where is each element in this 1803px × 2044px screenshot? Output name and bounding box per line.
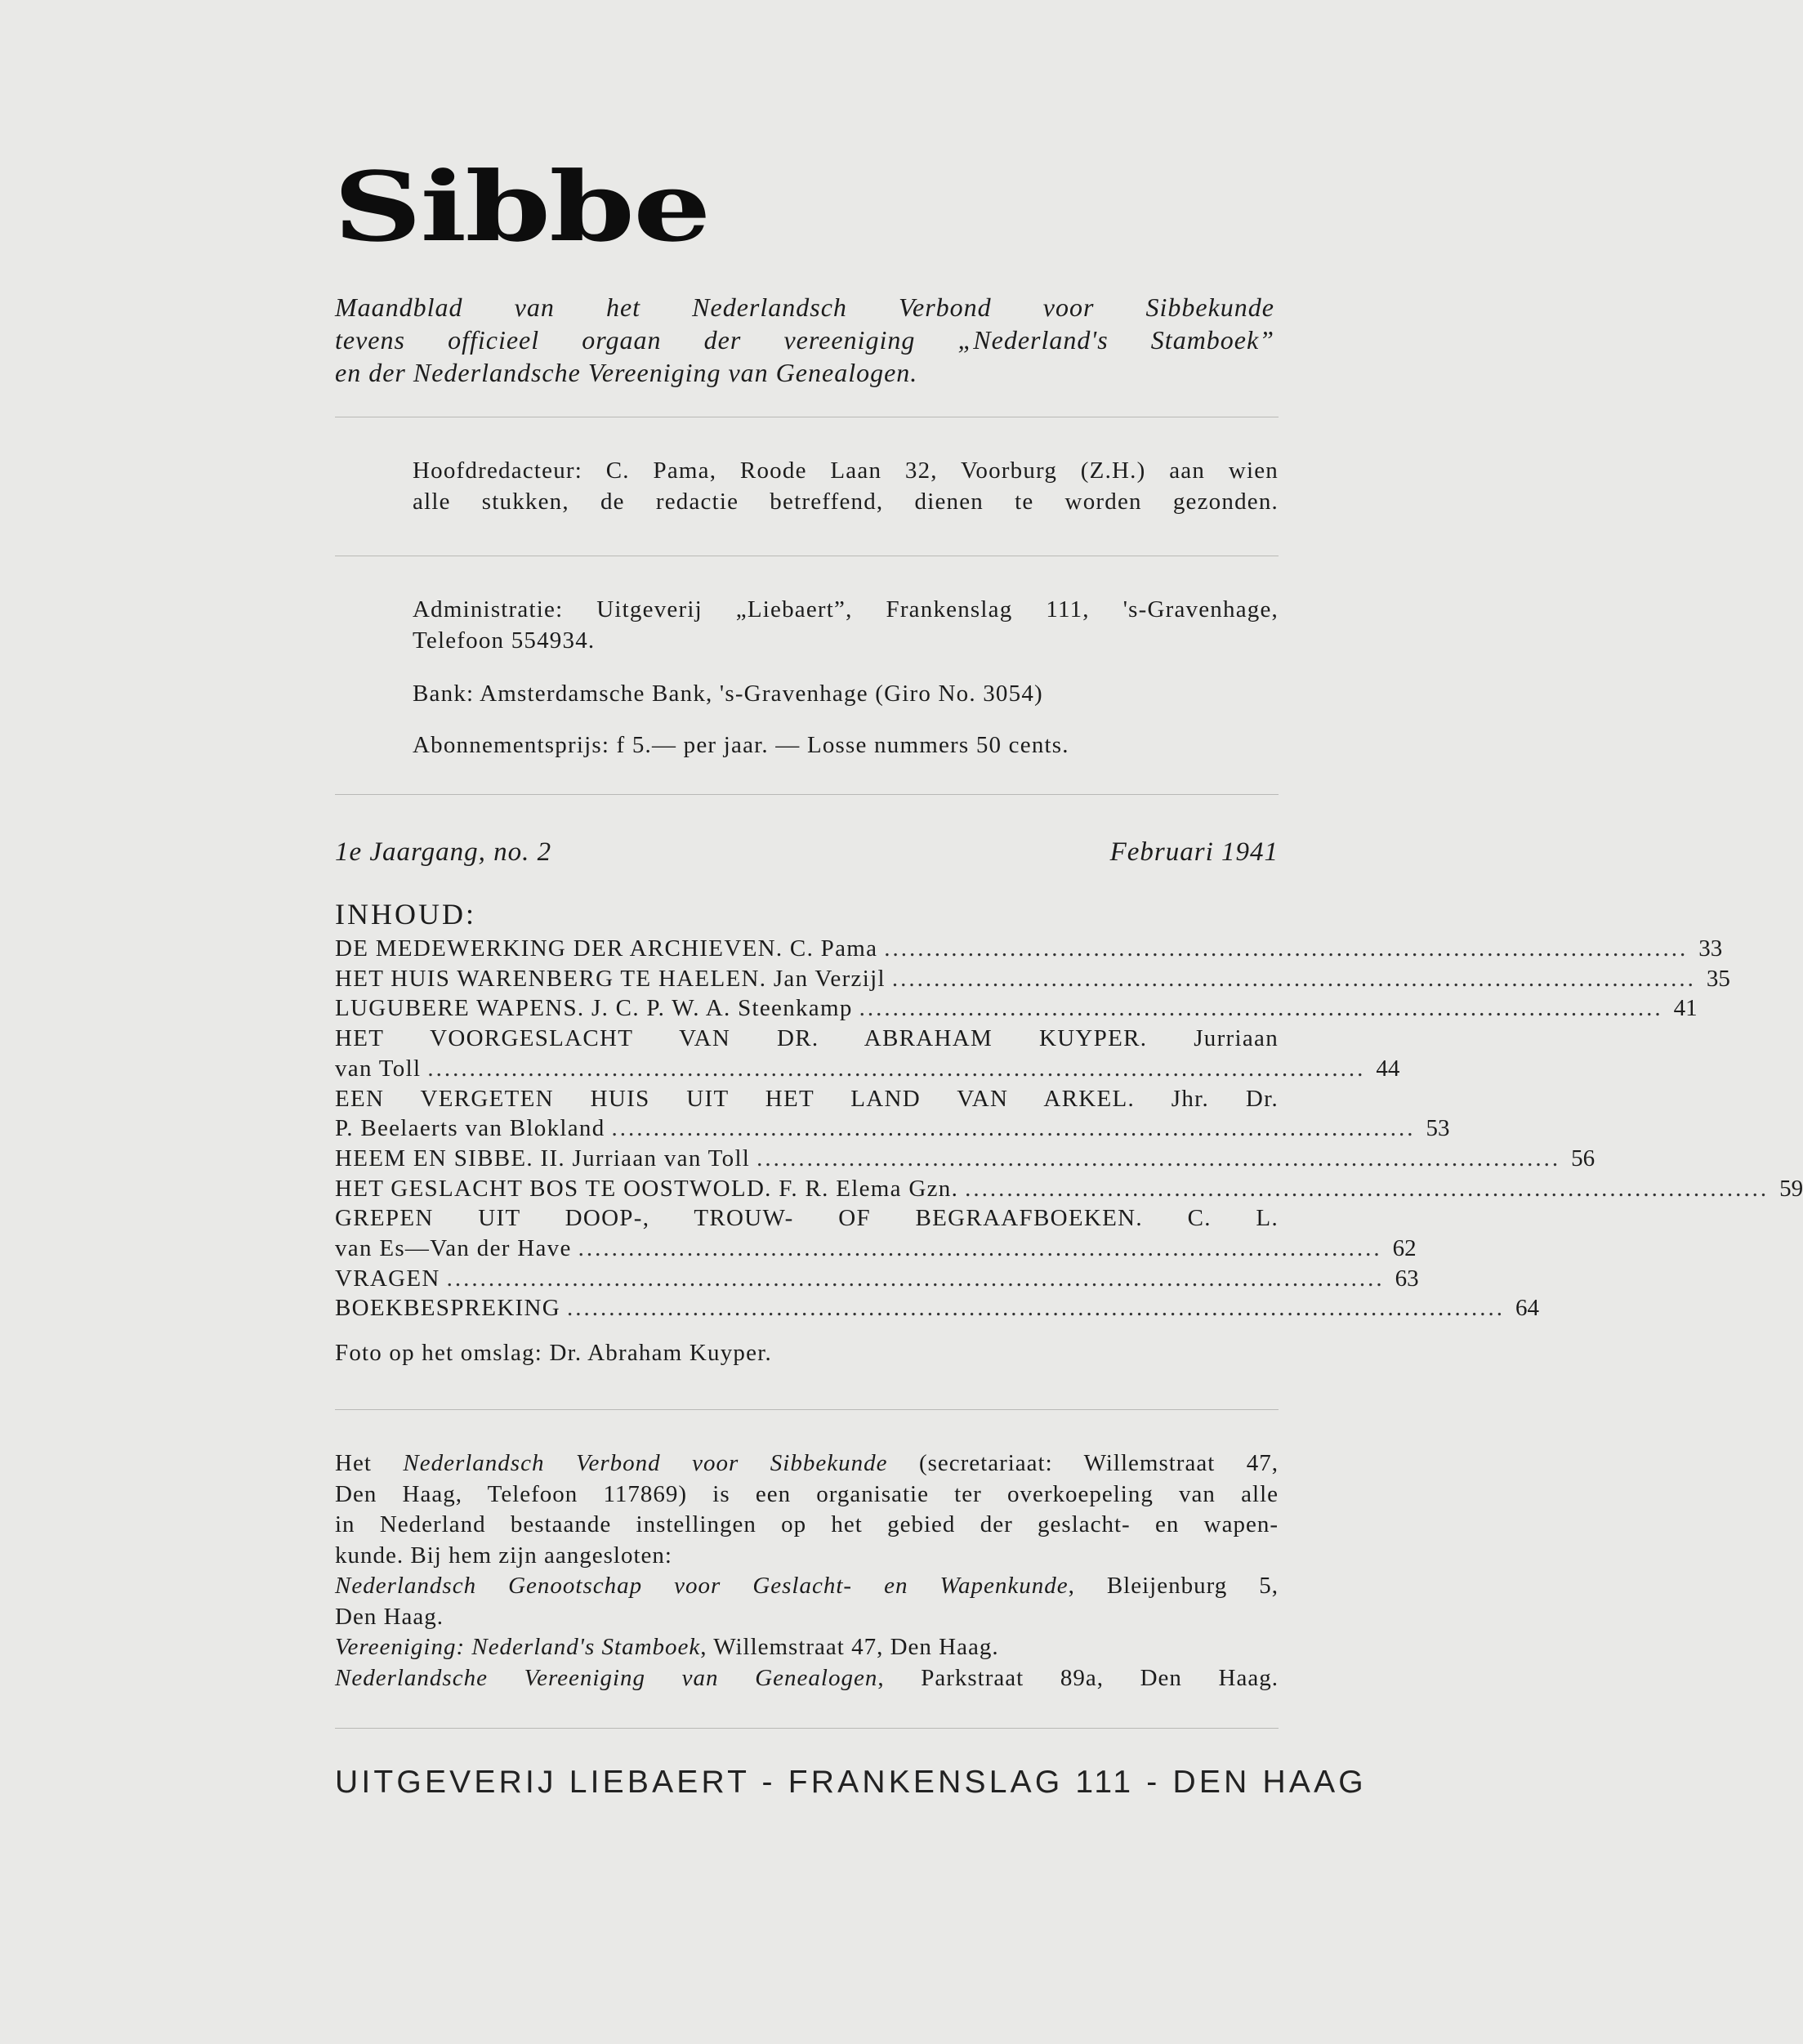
toc-entry-title: van Es—Van der Have: [335, 1235, 572, 1262]
publisher-footer: UITGEVERIJ LIEBAERT - FRANKENSLAG 111 - DEN HAAG: [335, 1765, 1367, 1800]
toc-entry-page: 41: [1673, 995, 1698, 1022]
toc-entry-page: 56: [1571, 1145, 1595, 1172]
administration-info: [413, 594, 1279, 656]
editor-info: [413, 455, 1279, 517]
toc-entry-line1[interactable]: [335, 1203, 1279, 1234]
toc-entry[interactable]: [335, 1264, 1419, 1294]
member-address: , Bleijenburg 5,: [1068, 1573, 1279, 1599]
member-organisation: [335, 1632, 1279, 1663]
organisation-intro-pre: Het: [335, 1450, 404, 1476]
toc-entry-title: BOEKBESPREKING: [335, 1295, 560, 1322]
table-of-contents: [335, 934, 1803, 1323]
toc-entry-title-line1: HET VOORGESLACHT VAN DR. ABRAHAM KUYPER. Jurriaan: [335, 1025, 1279, 1052]
toc-entry-page: 59: [1779, 1175, 1803, 1202]
member-name: Vereeniging: Nederland's Stamboek: [335, 1634, 701, 1660]
administration-line: Administratie: Uitgeverij „Liebaert”, Frankenslag 111, 's-Gravenhage,: [413, 596, 1279, 623]
toc-entry-title: HET GESLACHT BOS TE OOSTWOLD. F. R. Elema Gzn.: [335, 1175, 959, 1202]
organisation-line: in Nederland bestaande instellingen op het gebied der geslacht- en wapen-: [335, 1511, 1279, 1537]
toc-leader-dots: ................................................................................................: [884, 935, 1689, 962]
toc-entry[interactable]: [335, 964, 1730, 994]
issue-date: Februari 1941: [1109, 837, 1279, 867]
toc-entry[interactable]: [335, 1174, 1803, 1204]
toc-entry-title: DE MEDEWERKING DER ARCHIEVEN. C. Pama: [335, 935, 878, 962]
toc-entry-title: HEEM EN SIBBE. II. Jurriaan van Toll: [335, 1145, 751, 1172]
toc-leader-dots: ................................................................................................: [859, 995, 1663, 1022]
divider: [335, 1409, 1279, 1410]
subtitle: [335, 291, 1274, 389]
toc-leader-dots: ................................................................................................: [965, 1175, 1770, 1202]
toc-entry[interactable]: [335, 1054, 1400, 1084]
toc-leader-dots: ................................................................................................................: [427, 1055, 1366, 1082]
administration-line: Telefoon 554934.: [413, 627, 596, 654]
subscription-info: [413, 730, 1279, 761]
toc-entry[interactable]: [335, 1293, 1539, 1323]
toc-leader-dots: ................................................................................................: [578, 1235, 1382, 1262]
toc-entry[interactable]: [335, 1234, 1417, 1264]
member-address: , Willemstraat 47, Den Haag.: [700, 1634, 999, 1660]
editor-line: alle stukken, de redactie betreffend, dienen te worden gezonden.: [413, 489, 1279, 515]
toc-entry[interactable]: [335, 1144, 1595, 1174]
bank-info: [413, 678, 1279, 709]
bank-line: Bank: Amsterdamsche Bank, 's-Gravenhage (Giro No. 3054): [413, 681, 1043, 707]
organisation-intro: [335, 1448, 1279, 1479]
toc-entry[interactable]: [335, 934, 1723, 964]
organisation-line: Den Haag, Telefoon 117869) is een organisatie ter overkoepeling van alle: [335, 1480, 1279, 1507]
toc-leader-dots: ................................................................................................: [891, 965, 1696, 992]
toc-entry-title: LUGUBERE WAPENS. J. C. P. W. A. Steenkamp: [335, 995, 853, 1022]
divider: [335, 1728, 1279, 1729]
organisation-line: kunde. Bij hem zijn aangesloten:: [335, 1542, 672, 1569]
editor-line: Hoofdredacteur: C. Pama, Roode Laan 32, Voorburg (Z.H.) aan wien: [413, 457, 1279, 484]
toc-entry-line1[interactable]: [335, 1024, 1279, 1054]
subtitle-line: en der Nederlandsche Vereeniging van Genealogen.: [335, 358, 918, 387]
toc-entry-page: 53: [1426, 1115, 1450, 1142]
organisation-info: [335, 1448, 1279, 1694]
toc-entry-page: 63: [1395, 1265, 1419, 1292]
toc-entry-title: van Toll: [335, 1055, 422, 1082]
subtitle-line: tevens officieel orgaan der vereeniging „Nederland's Stamboek”: [335, 325, 1274, 355]
organisation-intro-post: (secretariaat: Willemstraat 47,: [887, 1450, 1279, 1476]
toc-entry-title: VRAGEN: [335, 1265, 440, 1292]
toc-heading: INHOUD:: [335, 898, 476, 931]
toc-entry-page: 44: [1376, 1055, 1400, 1082]
issue-volume: 1e Jaargang, no. 2: [335, 837, 552, 867]
divider: [335, 794, 1279, 795]
toc-leader-dots: ................................................................................................................: [446, 1265, 1385, 1292]
member-address-continued: Den Haag.: [335, 1603, 444, 1630]
member-organisation: [335, 1571, 1279, 1602]
toc-entry-title: HET HUIS WARENBERG TE HAELEN. Jan Verzijl: [335, 965, 886, 992]
toc-entry-title-line1: EEN VERGETEN HUIS UIT HET LAND VAN ARKEL. Jhr. Dr.: [335, 1085, 1279, 1112]
toc-entry-page: 35: [1706, 965, 1730, 992]
organisation-name: Nederlandsch Verbond voor Sibbekunde: [403, 1450, 888, 1476]
cover-photo-caption: Foto op het omslag: Dr. Abraham Kuyper.: [335, 1340, 772, 1366]
toc-entry[interactable]: [335, 1113, 1450, 1144]
toc-entry-page: 64: [1515, 1295, 1539, 1322]
member-name: Nederlandsch Genootschap voor Geslacht- en Wapenkunde: [335, 1573, 1069, 1599]
masthead-title: Sibbe: [333, 150, 710, 264]
issue-line: [335, 837, 1279, 868]
toc-entry-title: P. Beelaerts van Blokland: [335, 1115, 605, 1142]
subscription-line: Abonnementsprijs: f 5.— per jaar. — Losse nummers 50 cents.: [413, 732, 1069, 758]
subtitle-line: Maandblad van het Nederlandsch Verbond voor Sibbekunde: [335, 292, 1274, 322]
toc-entry-title-line1: GREPEN UIT DOOP-, TROUW- OF BEGRAAFBOEKEN. C. L.: [335, 1205, 1279, 1232]
member-address: , Parkstraat 89a, Den Haag.: [877, 1664, 1279, 1691]
toc-leader-dots: ................................................................................................................: [567, 1295, 1505, 1322]
toc-entry[interactable]: [335, 993, 1698, 1024]
toc-entry-page: 62: [1392, 1235, 1417, 1262]
toc-leader-dots: ................................................................................................: [611, 1115, 1416, 1142]
toc-entry-line1[interactable]: [335, 1084, 1279, 1114]
toc-entry-page: 33: [1698, 935, 1723, 962]
member-organisation: [335, 1663, 1279, 1694]
member-name: Nederlandsche Vereeniging van Genealogen: [335, 1664, 878, 1691]
toc-leader-dots: ................................................................................................: [756, 1145, 1561, 1172]
